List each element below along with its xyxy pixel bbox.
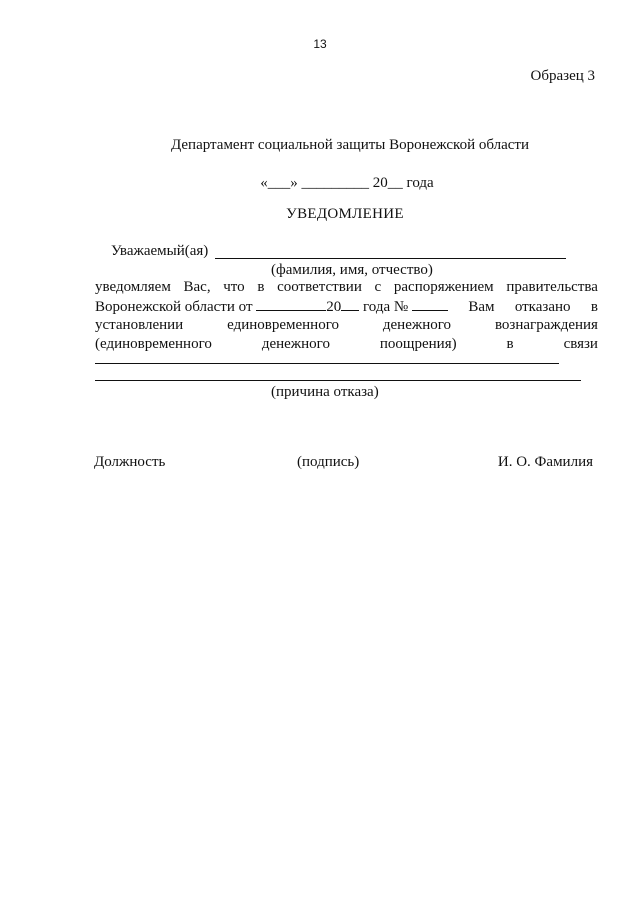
date-month-blank: _________ xyxy=(301,175,370,191)
body-word: единовременного xyxy=(227,317,339,333)
body-line-2 xyxy=(95,297,598,316)
date-line xyxy=(0,175,640,192)
body-word: в xyxy=(506,336,514,352)
document-title: УВЕДОМЛЕНИЕ xyxy=(286,206,404,222)
body-word: вознаграждения xyxy=(494,317,598,333)
number-blank xyxy=(412,297,448,311)
date-year-word: года xyxy=(406,175,434,191)
reason-caption: (причина отказа) xyxy=(271,384,379,400)
body-word: 20 xyxy=(326,299,342,315)
reason-fill-line-2 xyxy=(95,380,581,381)
date-close-quote: » xyxy=(290,175,298,191)
body-word: Вам xyxy=(468,299,495,315)
body-word: года № xyxy=(363,299,409,315)
department-heading: Департамент социальной защиты Воронежской области xyxy=(170,137,529,153)
addressee-label: Уважаемый(ая) xyxy=(111,243,209,259)
addressee-fill-line xyxy=(215,258,566,259)
body-word: что xyxy=(223,279,245,295)
date-year-prefix: 20 xyxy=(372,175,388,191)
body-word: в xyxy=(590,299,598,315)
body-line-3 xyxy=(95,316,598,335)
body-word: денежного xyxy=(261,336,330,352)
reason-fill-line-1 xyxy=(95,363,559,364)
notice-body xyxy=(95,278,598,354)
date-year-blank: __ xyxy=(387,175,403,191)
sample-label: Образец 3 xyxy=(530,68,595,84)
signature-label: (подпись) xyxy=(297,454,360,470)
body-word: (единовременного xyxy=(95,336,212,352)
body-word: правительства xyxy=(506,279,598,295)
body-word: в xyxy=(257,279,265,295)
body-word: установлении xyxy=(95,317,184,333)
position-label: Должность xyxy=(94,454,166,470)
year-blank xyxy=(341,297,359,311)
date-open-quote: « xyxy=(260,175,268,191)
body-word: Воронежской области от xyxy=(95,299,253,315)
body-word: Вас, xyxy=(183,279,211,295)
body-line-4 xyxy=(95,335,598,354)
body-word: поощрения) xyxy=(379,336,457,352)
fio-caption: (фамилия, имя, отчество) xyxy=(271,262,433,278)
date-blank xyxy=(256,297,326,311)
body-word: распоряжением xyxy=(393,279,494,295)
page-number: 13 xyxy=(313,37,327,51)
body-word: денежного xyxy=(382,317,452,333)
name-label: И. О. Фамилия xyxy=(497,454,593,470)
body-word: отказано xyxy=(514,299,571,315)
body-line-1 xyxy=(95,278,598,297)
date-day-blank: ___ xyxy=(267,175,291,191)
body-word: уведомляем xyxy=(95,279,171,295)
body-phrase xyxy=(95,297,448,317)
body-word: соответствии xyxy=(277,279,362,295)
body-word: связи xyxy=(563,336,598,352)
body-word: с xyxy=(374,279,382,295)
